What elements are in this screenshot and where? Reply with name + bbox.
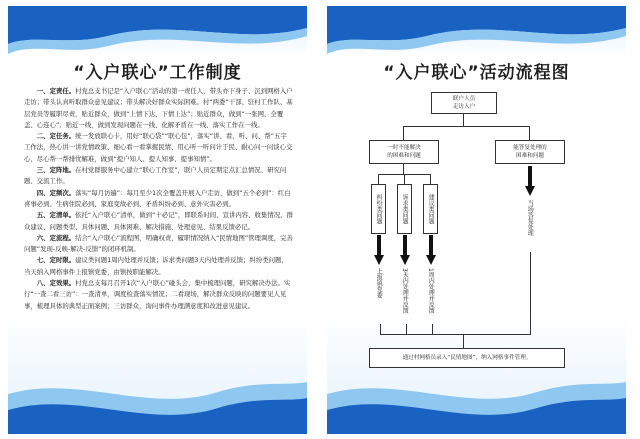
rule-paragraph: 七、定时限。建议类问题1周内处理并反馈；诉求类问题3天内处理并反馈；纠纷类问题，当天纳入网格事件上报镇党委，由镇按职能解决。	[24, 256, 288, 276]
visit-box: 联户人员 走访入户	[431, 92, 497, 114]
flowchart-poster	[327, 6, 626, 434]
rule-paragraph: 三、定阵地。在村党群服务中心建立“联心工作室”，联户人员定期定点汇总情况、研究问题、交流工作。	[24, 166, 287, 186]
down-arrow-icon	[426, 235, 436, 265]
unsolved-issues-box: 一时不能解决 的困难和问题	[369, 140, 439, 164]
bottom-wave-decoration	[327, 364, 626, 434]
rule-paragraph: 五、定清单。依托“入户联心”清单，做到“十必记”，即联系时间、宣讲内容、收集情况、群众建议、问题类型、具体问题、具体困难、解决措施、处理意见、结果反馈必记。	[24, 211, 293, 231]
one-week-handle-text: 1周内处理并反馈	[427, 268, 435, 314]
rule-paragraph: 二、定任务。统一发放联心卡，用好“联心袋”“联心包”，落实“讲、看、听、问、帮”五字工作法，热心讲一讲党情政策、细心看一看掌握民情、用心听一听问计于民、耐心问一问谈心交心、尽心帮一帮排忧解难，做到“提户知人、提人知事、提事知情”。	[24, 132, 293, 163]
down-arrow-icon	[374, 235, 384, 265]
grid-entry-box: 通过村网格员录入“民情地图”，纳入网格事件管理。	[369, 348, 565, 368]
top-wave-decoration	[8, 6, 307, 66]
down-arrow-icon	[400, 235, 410, 265]
three-day-handle-text: 3天内处理并反馈	[401, 268, 409, 314]
rules-text	[24, 86, 293, 312]
down-arrow-icon	[525, 166, 535, 196]
bottom-wave-decoration	[8, 364, 307, 434]
appeal-type-box: 诉求类问题	[397, 184, 412, 234]
poster-title: “入户联心”工作制度	[73, 63, 242, 83]
rule-paragraph: 六、定流程。结合“入户联心”流程图，明确权责，履职情况纳入“民情地图”管理调度，完善问题“发现-反映-解决-反馈”的闭环机制。	[24, 233, 293, 254]
report-party-committee-text: 上报镇党委	[375, 268, 383, 298]
poster-title: “入户联心”活动流程图	[383, 63, 570, 83]
direct-answer-text: 当场答复处理	[526, 200, 534, 236]
top-wave-decoration	[327, 6, 626, 66]
rule-paragraph: 一、定责任。村党总支书记是“入户联心”活动的第一责任人，带头亦下身子、沉到网格入户走访；带头认真听取群众意见建议；带头解决好群众实际困难。村“两委”干部、驻村工作队、基层党员等履职尽责，贴近群众，做到“上情下达、下情上达”；贴近群众，做到“一张网、全覆盖、心连心”；贴近一线，做到发现问题在一线、化解矛盾在一线、落实工作在一线。	[24, 87, 293, 129]
rule-paragraph: 四、定频次。落实“每月访遍”：每月至少1次全覆盖开展入户走访，做到“五个必到”：红白喜事必到、生病住院必到、家庭变故必到、矛盾纠纷必到、意外灾害必到。	[24, 188, 291, 208]
dispute-type-box: 纠纷类问题	[371, 184, 386, 234]
work-system-poster	[8, 6, 307, 434]
suggestion-type-box: 建议类问题	[423, 184, 438, 234]
answerable-issues-box: 能答复处理的 困难和问题	[495, 140, 565, 164]
rule-paragraph: 八、定效果。村党总支每月召开1次“入户联心”碰头会，集中梳理问题，研究解决办法。实行“一查二看三访”：一查清单，调度检查落实情况；二看现场，解决群众反映的问题要见人见事，梳理具体的典型正面案例；三访群众，询问事件办理满意度和改进意见建议。	[24, 279, 291, 310]
